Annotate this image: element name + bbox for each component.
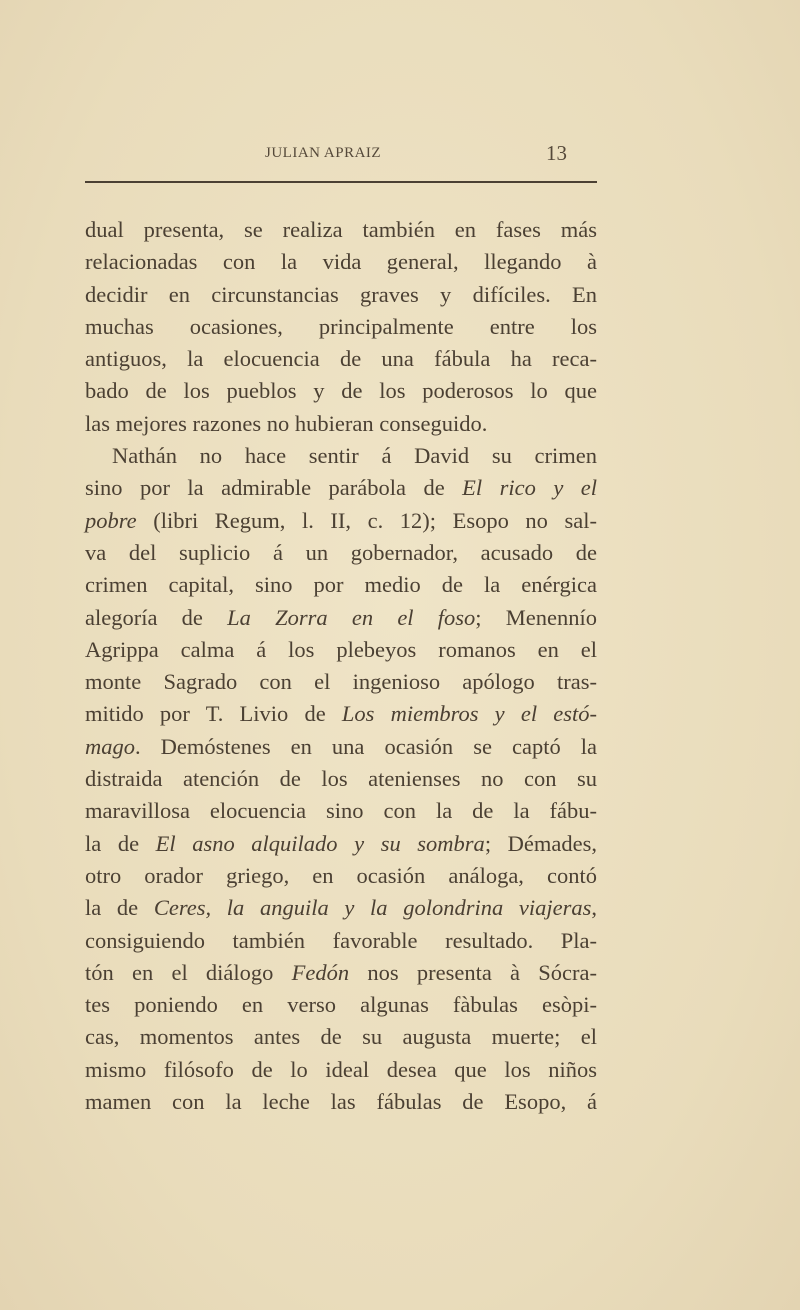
text-line [85,1021,597,1053]
text-segment: va del suplicio á un gobernador, acusado de [85,539,597,565]
italic-title-text: mago [85,733,135,759]
text-line [85,698,597,730]
text-segment: sino por la admirable parábola de [85,475,463,501]
text-segment: consiguiendo también favorable resultado. Pla- [85,927,597,953]
text-line [85,634,597,666]
italic-title-text: Ceres, la anguila y la golondrina viajeras [153,895,592,921]
text-segment: Agrippa calma á los plebeyos romanos en el [85,636,597,662]
italic-title-text: El asno alquilado y su sombra [155,830,485,856]
italic-title-text: pobre [85,507,137,533]
text-segment: (libri Regum, l. II, c. 12); Esopo no sal- [136,507,597,533]
text-segment: distraida atención de los atenienses no con su [85,766,597,792]
text-segment: las mejores razones no hubieran conseguido. [85,410,488,436]
text-segment: , [591,895,597,921]
page-number: 13 [546,141,567,165]
text-line [85,763,597,795]
text-segment: tón en el diálogo [85,959,292,985]
text-segment: nos presenta à Sócra- [349,959,597,985]
text-line [85,311,597,343]
text-segment: alegoría de [85,604,228,630]
text-line [85,925,597,957]
text-segment: mamen con la leche las fábulas de Esopo, á [85,1089,597,1115]
text-segment: relacionadas con la vida general, llegando à [85,249,597,275]
body-text [85,214,597,1118]
text-segment: muchas ocasiones, principalmente entre los [85,313,597,339]
text-segment: monte Sagrado con el ingenioso apólogo tras- [85,669,597,695]
text-segment: mitido por T. Livio de [85,701,342,727]
text-line [85,1086,597,1118]
text-line [85,440,597,472]
text-line [85,666,597,698]
text-segment: dual presenta, se realiza también en fases más [85,217,597,242]
text-line [85,860,597,892]
text-segment: bado de los pueblos y de los poderosos lo que [85,378,597,404]
text-line [85,602,597,634]
italic-title-text: El rico y el [462,475,597,501]
italic-title-text: La Zorra en el foso [227,604,476,630]
text-line [85,957,597,989]
text-line [85,795,597,827]
text-segment: Nathán no hace sentir á David su crimen [112,443,597,469]
text-line [85,472,597,504]
text-segment: maravillosa elocuencia sino con la de la fábu- [85,798,597,824]
running-head-title: JULIAN APRAIZ [265,145,382,161]
text-line [85,246,597,278]
text-line [85,1054,597,1086]
text-line [85,214,597,246]
italic-title-text: Fedón [291,959,350,985]
text-segment: tes poniendo en verso algunas fàbulas esòpi- [85,992,597,1018]
text-line [85,375,597,407]
text-line [85,537,597,569]
text-segment: crimen capital, sino por medio de la enérgica [85,572,597,598]
text-segment: ; Démades, [484,830,597,856]
text-line [85,505,597,537]
text-segment: la de [85,895,154,921]
text-segment: otro orador griego, en ocasión análoga, contó [85,862,597,888]
text-line [85,279,597,311]
text-line [85,731,597,763]
text-line [85,569,597,601]
text-segment: mismo filósofo de lo ideal desea que los niños [85,1056,597,1082]
italic-title-text: Los miembros y el estó- [341,701,597,727]
text-segment: antiguos, la elocuencia de una fábula ha reca- [85,346,597,372]
text-line [85,892,597,924]
text-line [85,408,597,440]
text-line [85,989,597,1021]
header-rule [85,181,597,183]
text-segment: cas, momentos antes de su augusta muerte; el [85,1024,597,1050]
text-segment: decidir en circunstancias graves y difíciles. En [85,281,597,307]
text-segment: . Demóstenes en una ocasión se captó la [135,733,597,759]
text-line [85,828,597,860]
text-segment: ; Menennío [475,604,597,630]
text-segment: la de [85,830,156,856]
text-line [85,343,597,375]
